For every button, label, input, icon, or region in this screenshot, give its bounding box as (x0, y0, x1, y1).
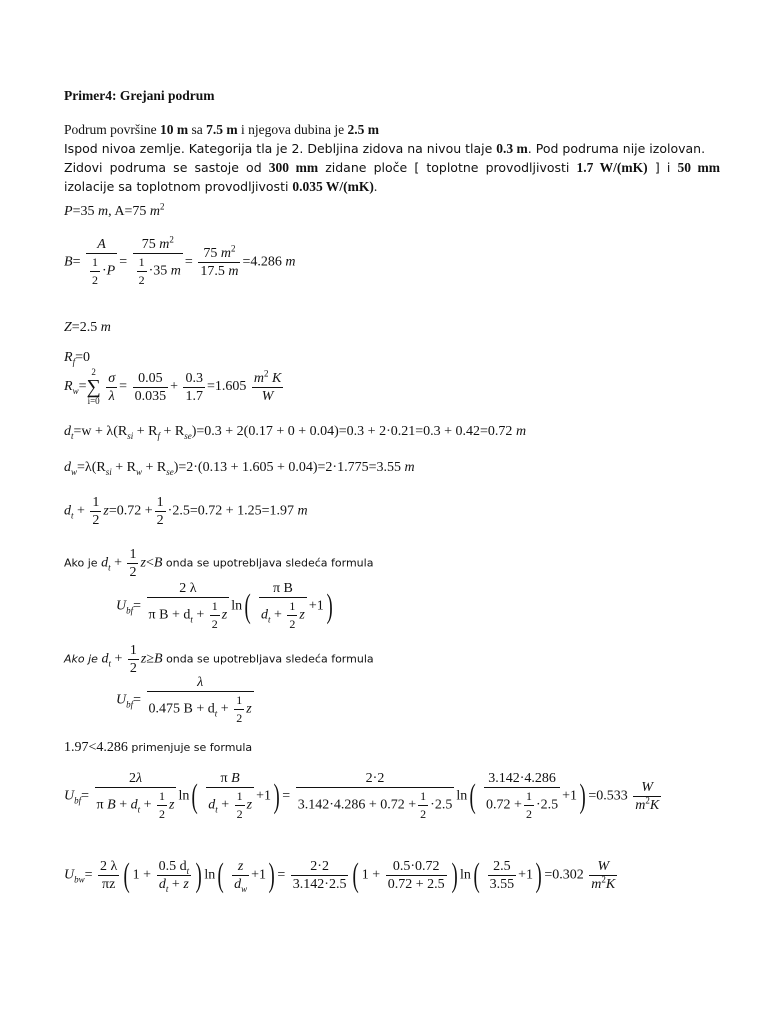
intro-line-3: Zidovi podruma se sastoje od 300 mm zidane ploče [ toplotne provodljivosti 1.7 W/(mK) ] i 50 mm (64, 160, 720, 175)
equation-dt: $d_t=w + \lambda(R_{si} + R_f + R_{se})=0.3 + 2(0.17 + 0 + 0.04)=0.3 + 2\cdot 0.21=0.3 + 0.42=0.72$ m (64, 424, 527, 441)
equation-dt-half-z: $d_t$ + $\frac{1}{2}$ z=0.72 + $\frac{1}{2}$ ·2.5=0.72 + 1.25=1.97 m (64, 495, 308, 528)
intro-line-2: Ispod nivoa zemlje. Kategorija tla je 2. Debljina zidova na nivou tlaje 0.3 m. Pod podruma nije izolovan. (64, 141, 706, 156)
intro-paragraph (64, 120, 720, 196)
condition-2: Ako je $d_t$ + $\frac{1}{2}$ z≥B onda se upotrebljava sledeća formula (64, 643, 374, 676)
equation-rf: $R_f=0$ (64, 350, 90, 367)
equation-z: Z=2.5 m (64, 320, 111, 335)
calculation-ubw: $U_{bw}=$ $\frac{2 \lambda}{\pi z}$ ( 1 + $\frac{0.5 d_t}{d_t + z}$ ) ln( $\frac{z}{d_w}$ +1) = $\frac{2\cdot 2}{3.142\cdot 2.5}$ ( 1 + $\frac{0.5\cdot 0.72}{0.72 + 2.5}$ ) ln( $\frac{2.5}{3.55}$ +1) =0.302 $\frac{W}{m^2K}$ (64, 856, 616, 894)
intro-line-1: Podrum površine 10 m sa 7.5 m i njegova dubina je 2.5 m (64, 122, 379, 137)
formula-ubf-1: $U_{bf}=$ 2 λ π $B + d_t$ + $\frac{1}{2}$ z ln( π B $d_t$ + $\frac{1}{2}$ z +1) (116, 581, 333, 631)
equation-dw: $d_w=\lambda(R_{si} + R_w + R_{se})=2\cdot(0.13 + 1.605 + 0.04)=2\cdot 1.775=3.55$ m (64, 460, 415, 477)
document-title: Primer4: Grejani podrum (64, 88, 215, 103)
comparison-line: 1.97<4.286 primenjuje se formula (64, 740, 253, 755)
calculation-ubf: $U_{bf}=$ 2λ π $B + d_t$ + $\frac{1}{2}$ z ln( π B $d_t$ + $\frac{1}{2}$ z +1) = 2·2 3.142·4.286 + 0.72 + $\frac{1}{2}$ ·2.5 ln( 3.142·4.286 0.72 + $\frac{1}{2}$ ·2.5 +1) =0.533 $\frac{W}{m^2K}$ (64, 771, 660, 821)
condition-1: Ako je $d_t$ + $\frac{1}{2}$ z<B onda se upotrebljava sledeća formula (64, 547, 374, 580)
equation-perimeter-area: P=35 m, A=75 $m^2$ (64, 201, 165, 219)
formula-ubf-2: $U_{bf}=$ λ 0.475 $B + d_t$ + $\frac{1}{2}$ z (116, 675, 252, 725)
equation-rw: $R_w=2$ ∑ i=0 $\frac{\sigma}{\lambda}$ = $\frac{0.05}{0.035}$ + $\frac{0.3}{1.7}$ =1.605 $\frac{m^2 K}{W}$ (64, 367, 282, 406)
intro-line-4: izolacije sa toplotnom provodljivosti 0.035 W/(mK). (64, 179, 378, 194)
equation-b: B= A $\frac{1}{2}$ ·P = 75 $m^2$ $\frac{1}{2}$ ·35 m = $\frac{75 m^2}{17.5 m}$ =4.286 m (64, 234, 296, 287)
